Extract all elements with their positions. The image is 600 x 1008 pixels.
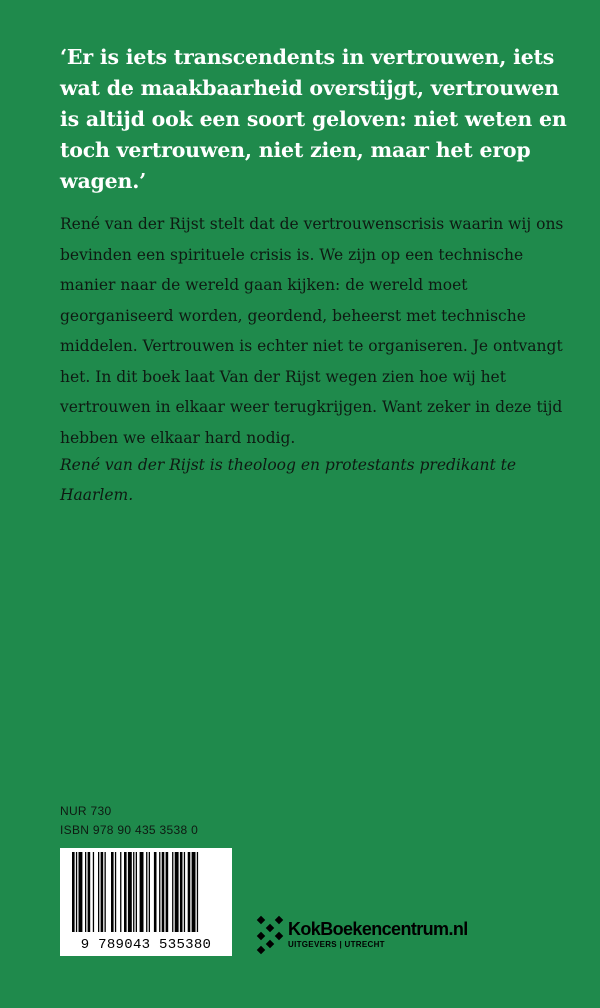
barcode-digits: 9 789043 535380	[80, 937, 212, 953]
isbn-number: ISBN 978 90 435 3538 0	[60, 823, 199, 837]
kokboekencentrum-logo-icon	[256, 913, 284, 955]
book-meta	[60, 802, 198, 840]
book-description: René van der Rijst stelt dat de vertrouwenscrisis waarin wij ons bevinden een spirituele crisis is. We zijn op een technische manier naar de wereld gaan kijken: de wereld moet georganiseerd worden, geordend, beheerst met technische middelen. Vertrouwen is echter niet te organiseren. Je ontvangt het. In dit boek laat Van der Rijst wegen zien hoe wij het vertrouwen in elkaar weer terugkrijgen. Want zeker in deze tijd hebben we elkaar hard nodig.	[60, 215, 564, 447]
isbn-barcode	[60, 848, 232, 956]
author-note: René van der Rijst is theoloog en protestants predikant te Haarlem.	[60, 456, 517, 504]
nur-code: NUR 730	[60, 804, 112, 818]
cover-quote: ‘Er is iets transcendents in vertrouwen, iets wat de maakbaarheid overstijgt, vertrouwen is altijd ook een soort geloven: niet weten en toch vertrouwen, niet zien, maar het erop wagen.’	[60, 45, 567, 193]
publisher-block	[256, 913, 516, 957]
publisher-subtitle: UITGEVERS | UTRECHT	[288, 940, 385, 949]
publisher-name: KokBoekencentrum.nl	[288, 919, 468, 939]
barcode-bars	[60, 848, 232, 940]
